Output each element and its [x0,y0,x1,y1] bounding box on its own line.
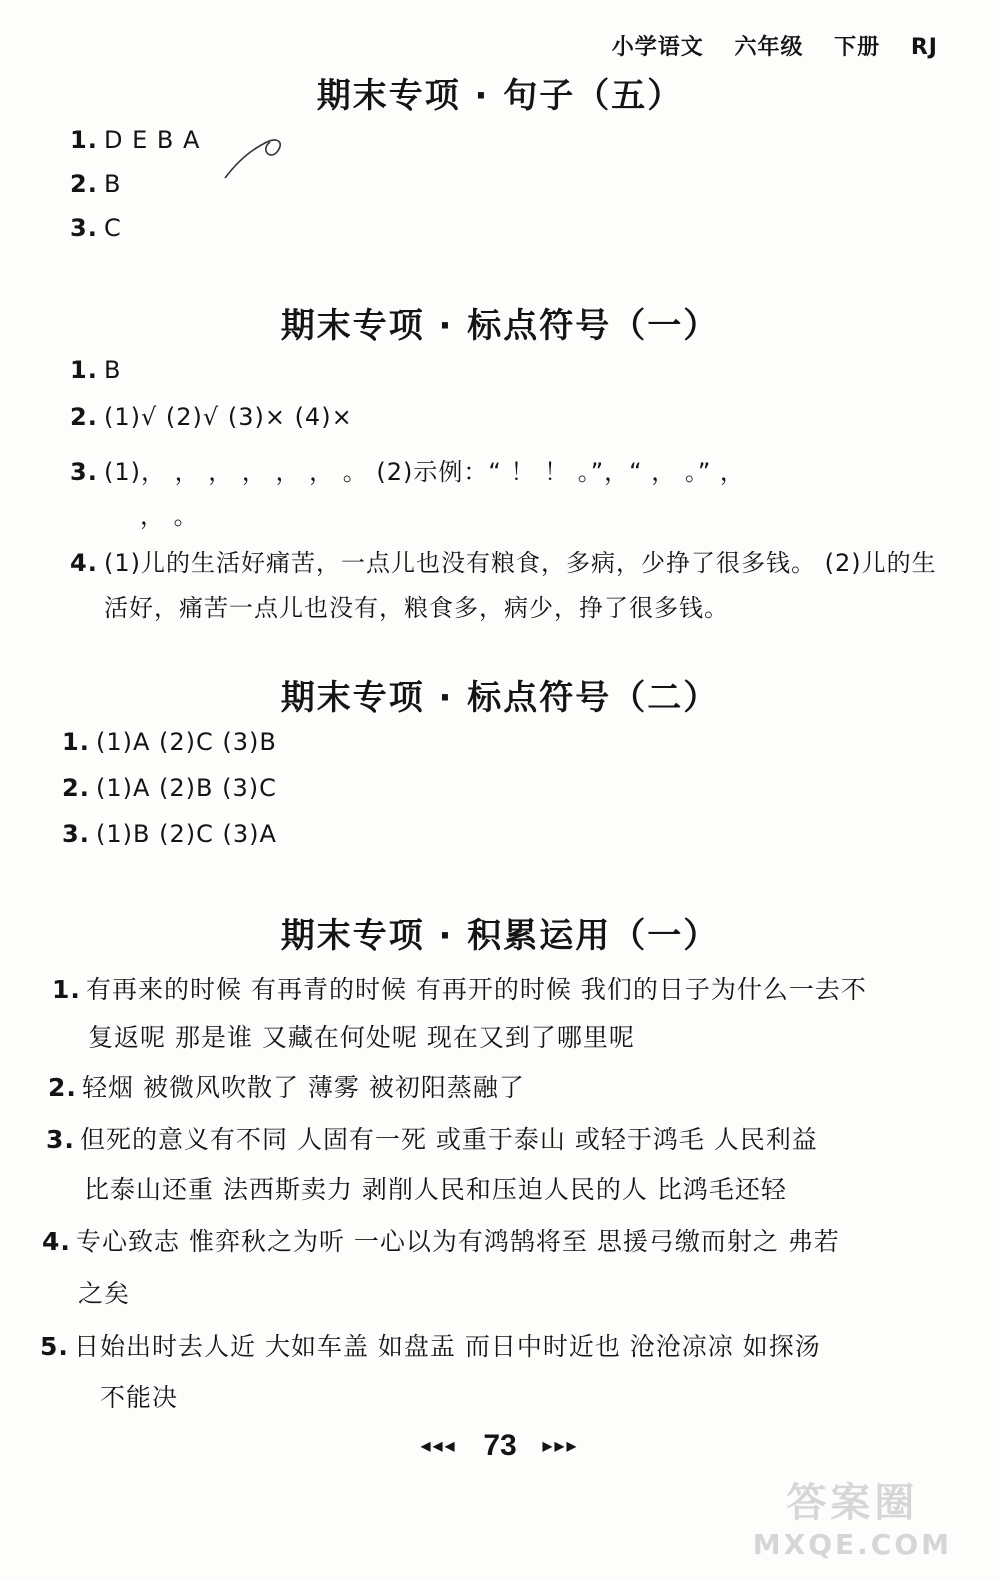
answer-line: 3. C [70,214,122,242]
header-volume: 下册 [834,35,881,60]
answer-line: 3. 但死的意义有不同 人固有一死 或重于泰山 或轻于鸿毛 人民利益 [46,1125,818,1154]
watermark-logo: 答案圈 [786,1480,919,1526]
answer-line: 2. (1)√ (2)√ (3)× (4)× [70,403,353,431]
section-title: 期末专项 · 标点符号（二） [280,678,720,718]
answer-line-continued: 不能决 [100,1383,179,1412]
answer-line: 1. (1)A (2)C (3)B [62,728,277,756]
answer-line: 1. 有再来的时候 有再青的时候 有再开的时候 我们的日子为什么一去不 [52,975,867,1004]
page-number: 73 [483,1429,517,1463]
answer-line: 1. D E B A [70,126,201,154]
answer-line: 1. B [70,356,122,384]
answer-line-continued: 活好，痛苦一点儿也没有，粮食多，病少，挣了很多钱。 [104,594,729,622]
answer-line: 2. (1)A (2)B (3)C [62,774,277,802]
answer-line: 4. (1)儿的生活好痛苦，一点儿也没有粮食，多病，少挣了很多钱。 (2)儿的生 [70,549,937,577]
header-subject: 小学语文 [611,35,704,60]
page-footer [0,1428,1000,1463]
answer-line-continued: 比泰山还重 法西斯卖力 剥削人民和压迫人民的人 比鸿毛还轻 [84,1175,787,1204]
watermark-url: MXQE.COM [752,1528,952,1561]
header-grade: 六年级 [734,35,804,60]
section-title: 期末专项 · 积累运用（一） [280,916,720,956]
answer-line-continued: ， 。 [140,502,199,530]
header-edition: RJ [910,35,938,60]
answer-line-continued: 之矣 [78,1279,131,1308]
answer-line: 3. (1)， ， ， ， ， ， 。 (2)示例：“ ！ ！ 。”，“ ， 。” ， [70,458,745,486]
answer-line-continued: 复返呢 那是谁 又藏在何处呢 现在又到了哪里呢 [88,1023,635,1052]
section-title: 期末专项 · 句子（五） [316,76,684,116]
answer-line: 5. 日始出时去人近 大如车盖 如盘盂 而日中时近也 沧沧凉凉 如探汤 [40,1332,821,1361]
header-meta [590,30,938,61]
next-arrows-icon: ▸▸▸ [542,1435,579,1456]
answer-line: 3. (1)B (2)C (3)A [62,820,277,848]
answer-line: 4. 专心致志 惟弈秋之为听 一心以为有鸿鹄将至 思援弓缴而射之 弗若 [42,1227,840,1256]
answer-line: 2. B [70,170,122,198]
watermark [753,1471,952,1561]
section-title: 期末专项 · 标点符号（一） [280,306,720,346]
answer-line: 2. 轻烟 被微风吹散了 薄雾 被初阳蒸融了 [48,1073,525,1102]
scribble-mark [215,128,290,183]
prev-arrows-icon: ◂◂◂ [421,1435,458,1456]
